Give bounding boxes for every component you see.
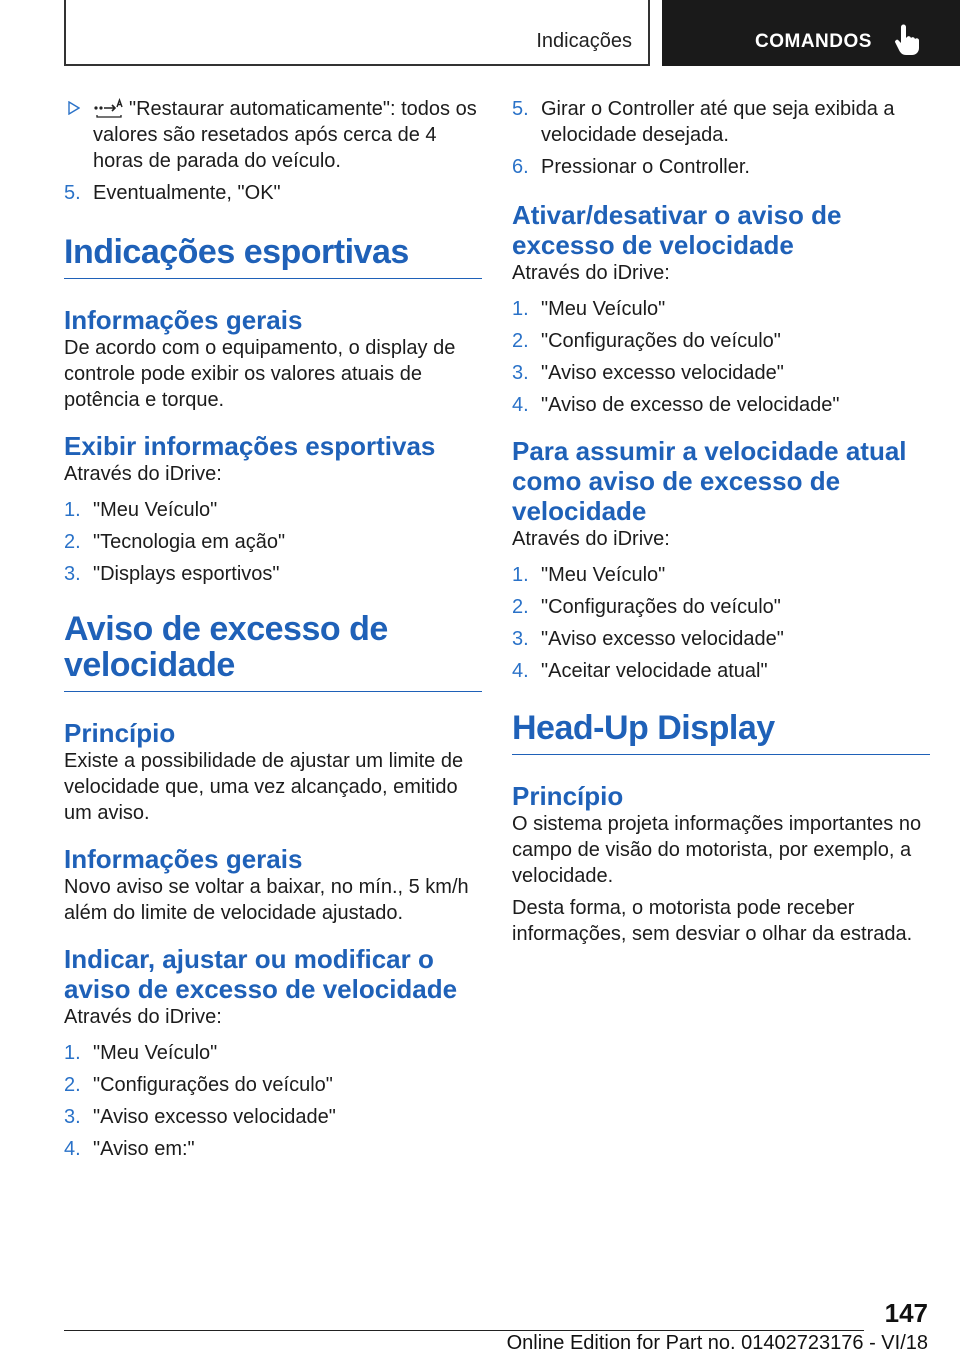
- header-section-title: Indicações: [536, 30, 632, 52]
- adopt-speed-steps-list: [512, 562, 930, 684]
- speed-warning-steps-continued: [512, 96, 930, 180]
- heading-head-up-display: Head-Up Display: [512, 710, 930, 755]
- header-section-box: [64, 0, 650, 66]
- speed-warning-steps-list: [64, 1040, 482, 1162]
- heading-toggle-speed-warning: Ativar/desativar o aviso de excesso de velocidade: [512, 200, 842, 260]
- paragraph-hud-2: Desta forma, o motorista pode receber informações, sem desviar o olhar da estrada.: [512, 897, 913, 945]
- footer-divider: [64, 1330, 864, 1331]
- hand-pointer-icon: [894, 24, 920, 56]
- page-number: 147: [884, 1298, 928, 1328]
- footer-edition: Online Edition for Part no. 01402723176 - VI/18: [506, 1332, 928, 1354]
- heading-set-speed-warning: Indicar, ajustar ou modificar o aviso de excesso de velocidade: [64, 944, 458, 1004]
- chapter-label: COMANDOS: [755, 31, 872, 52]
- list-item: 4. "Aviso em:": [64, 1138, 195, 1160]
- toggle-steps-list: [512, 296, 930, 418]
- paragraph-general-info-2: Novo aviso se voltar a baixar, no mín., 5 km/h além do limite de velocidade ajustado.: [64, 876, 469, 924]
- heading-principle-hud: Princípio: [512, 781, 624, 811]
- step-list-continued: [64, 180, 482, 206]
- list-item: 3. "Aviso excesso velocidade": [512, 628, 784, 650]
- list-item: 1. "Meu Veículo": [512, 564, 666, 586]
- auto-reset-bullet: [64, 96, 482, 174]
- heading-show-sport-info: Exibir informações esportivas: [64, 431, 436, 461]
- paragraph-hud-1: O sistema projeta informações importantes no campo de visão do motorista, por exemplo, a velocidade.: [512, 813, 922, 887]
- list-item: 1. "Meu Veículo": [64, 499, 218, 521]
- list-item: 2. "Tecnologia em ação": [64, 531, 286, 553]
- list-item: 4. "Aviso de excesso de velocidade": [512, 394, 840, 416]
- paragraph-principle: Existe a possibilidade de ajustar um limite de velocidade que, uma vez alcançado, emitido um aviso.: [64, 750, 464, 824]
- heading-general-info: Informações gerais: [64, 305, 303, 335]
- list-item: 6. Pressionar o Controller.: [512, 156, 750, 178]
- list-item: 3. "Aviso excesso velocidade": [512, 362, 784, 384]
- list-item: 2. "Configurações do veículo": [64, 1074, 333, 1096]
- paragraph-idrive: Através do iDrive:: [64, 463, 222, 485]
- heading-general-info-2: Informações gerais: [64, 844, 303, 874]
- paragraph-idrive: Através do iDrive:: [512, 528, 670, 550]
- header-chapter-tab: [662, 0, 960, 66]
- car-reset-icon: [93, 98, 125, 118]
- sport-steps-list: [64, 497, 482, 587]
- bullet-text: "Restaurar automaticamente": todos os valores são resetados após cerca de 4 horas de parada do veículo.: [93, 98, 477, 172]
- list-item: 5. Girar o Controller até que seja exibida a velocidade desejada.: [512, 98, 895, 146]
- paragraph-idrive: Através do iDrive:: [64, 1006, 222, 1028]
- list-item: 5. Eventualmente, "OK": [64, 182, 281, 204]
- heading-speed-warning: Aviso de excesso de velocidade: [64, 611, 482, 692]
- page-header: [0, 0, 960, 66]
- heading-adopt-current-speed: Para assumir a velocidade atual como aviso de excesso de velocidade: [512, 436, 907, 526]
- paragraph-general-info: De acordo com o equipamento, o display de controle pode exibir os valores atuais de potência e torque.: [64, 337, 456, 411]
- list-item: 1. "Meu Veículo": [64, 1042, 218, 1064]
- heading-principle: Princípio: [64, 718, 176, 748]
- triangle-bullet-icon: [68, 101, 80, 115]
- heading-sport-displays: Indicações esportivas: [64, 234, 482, 279]
- list-item: 1. "Meu Veículo": [512, 298, 666, 320]
- list-item: 2. "Configurações do veículo": [512, 596, 781, 618]
- right-column: [512, 96, 930, 947]
- list-item: 3. "Aviso excesso velocidade": [64, 1106, 336, 1128]
- left-column: [64, 96, 482, 1168]
- list-item: 3. "Displays esportivos": [64, 563, 280, 585]
- paragraph-idrive: Através do iDrive:: [512, 262, 670, 284]
- list-item: 4. "Aceitar velocidade atual": [512, 660, 768, 682]
- list-item: 2. "Configurações do veículo": [512, 330, 781, 352]
